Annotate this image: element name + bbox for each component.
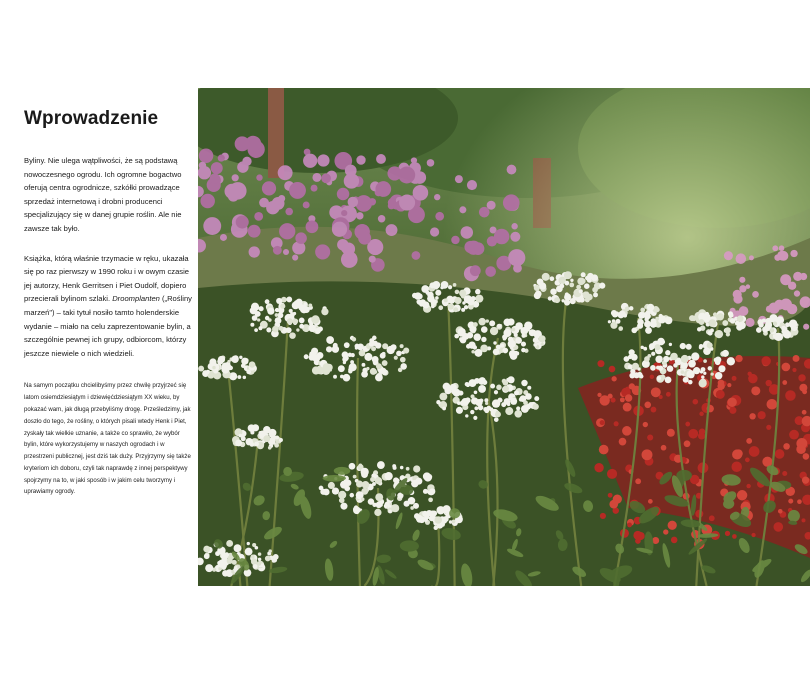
book-title-italic: Droomplanten (112, 294, 160, 304)
paragraph-3: Na samym początku chcielibyśmy przez chwilę przyjrzeć się latom osiemdziesiątym i dziewięćdziesiątym XX wieku, by pokazać wam, jak długą przebyliśmy drogę. Prześledzimy, jak doszło do tego, że rośliny, o których pisali wtedy Henk i Piet, zyskały tak wielkie uznanie, a także co sprawiło, że wybór bylin, które wykorzystujemy w naszych ogrodach i w przestrzeni publicznej, jest dziś tak duży. Przyjrzymy się także kryteriom ich doboru, czyli tak naprawdę z innej perspektywy spojrzymy na to, w jaki sposób i w jakim celu tworzymy i uprawiamy ogrody. (24, 382, 191, 496)
garden-photo-illustration (198, 88, 810, 586)
page-title: Wprowadzenie (24, 108, 159, 129)
intro-text-column (24, 108, 192, 514)
paragraph-1: Byliny. Nie ulega wątpliwości, że są podstawą nowoczesnego ogrodu. Ich ogromne bogactwo oferują centra ogrodnicze, szkółki prowadzące sprzedaż internetową i drobni producenci specjalizujący się w danej grupie roślin. Ale nie zawsze tak było. (24, 156, 182, 233)
paragraph-2-part-1: Książka, którą właśnie trzymacie w ręku, ukazała się po raz pierwszy w 1990 roku i w owym czasie jej autorzy, Henk Gerritsen i Piet Oudolf, dopiero przecierali bylinom szlaki. (24, 253, 190, 304)
paragraph-2 (24, 252, 192, 361)
garden-photo (198, 88, 810, 586)
paragraph-2-part-2: („Rośliny marzeń") – taki tytuł nosiło tamto holenderskie wydanie – miało na celu zaprezentowanie bylin, a szczególnie pewnej ich grupy, odbiorcom, którzy jeszcze niewiele o nich wiedzieli. (24, 294, 192, 358)
